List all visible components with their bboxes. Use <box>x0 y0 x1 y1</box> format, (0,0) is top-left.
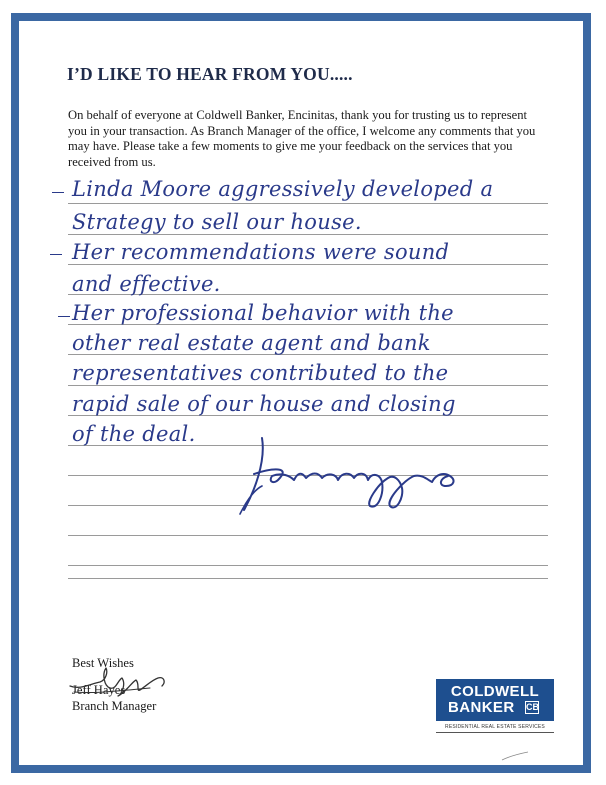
intro-paragraph: On behalf of everyone at Coldwell Banker, Encinitas, thank you for trusting us to represent you in your transaction. As Branch Manager of the office, I welcome any comments that you may have. Please take a few moments to give me your feedback on the services that you received from us. <box>68 108 536 169</box>
bullet-dash <box>58 316 70 317</box>
handwritten-line: of the deal. <box>72 422 196 446</box>
logo-box <box>436 679 554 721</box>
bullet-dash <box>52 192 64 193</box>
handwritten-line: Linda Moore aggressively developed a <box>72 177 494 201</box>
stray-pen-mark <box>500 750 530 762</box>
handwritten-line: rapid sale of our house and closing <box>72 392 456 416</box>
handwritten-line: Her recommendations were sound <box>72 240 450 264</box>
page-title: I’D LIKE TO HEAR FROM YOU..... <box>67 64 353 84</box>
cb-mark-icon: CB <box>526 702 539 712</box>
logo-line1: COLDWELL <box>450 683 540 700</box>
handwritten-line: Strategy to sell our house. <box>72 210 362 234</box>
manager-role: Branch Manager <box>72 699 157 713</box>
logo-rule <box>436 732 554 733</box>
handwritten-line: other real estate agent and bank <box>72 331 431 355</box>
coldwell-banker-logo <box>436 679 554 733</box>
handwritten-line: Her professional behavior with the <box>72 301 454 325</box>
handwritten-line: representatives contributed to the <box>72 361 449 385</box>
manager-signature <box>66 664 170 700</box>
closing-salutation: Best Wishes <box>72 656 134 670</box>
logo-line2: BANKER <box>448 699 515 716</box>
logo-tagline: RESIDENTIAL REAL ESTATE SERVICES <box>445 724 545 730</box>
handwritten-line: and effective. <box>72 272 221 296</box>
bullet-dash <box>50 254 62 255</box>
manager-name: Jeff Hayes <box>72 683 126 697</box>
customer-signature <box>232 432 472 522</box>
